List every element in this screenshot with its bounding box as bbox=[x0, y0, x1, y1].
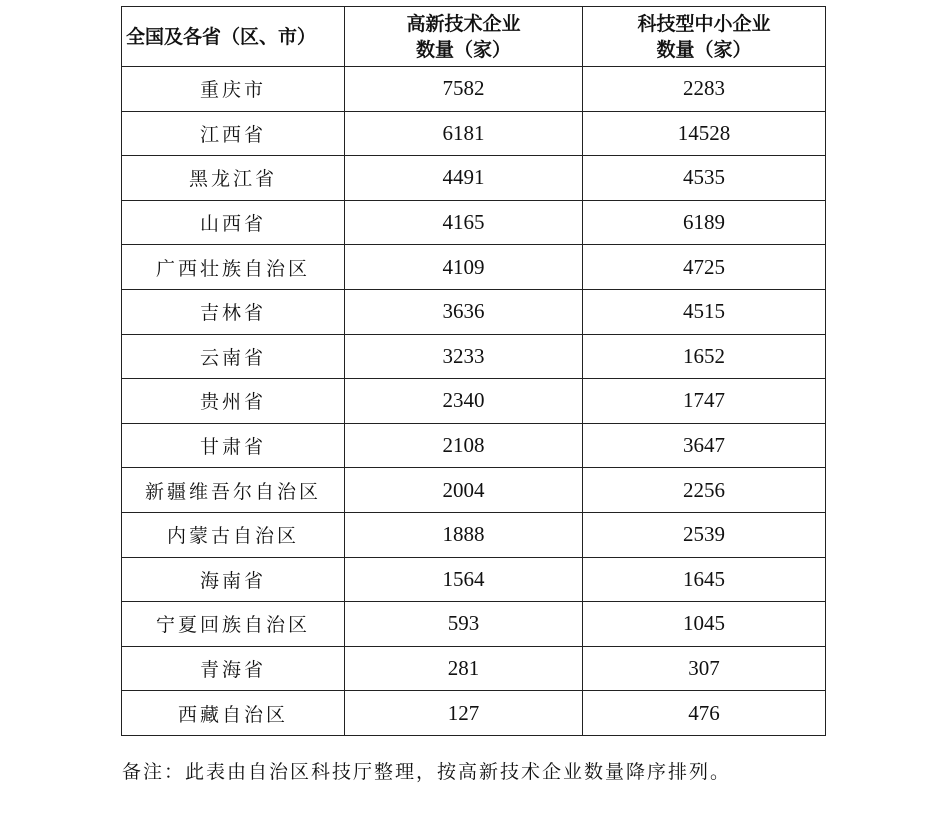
sme-count-cell: 307 bbox=[583, 646, 826, 691]
table-row bbox=[122, 200, 826, 245]
table-row bbox=[122, 468, 826, 513]
hightech-count-cell: 2108 bbox=[345, 423, 583, 468]
sme-count-cell: 1652 bbox=[583, 334, 826, 379]
region-cell: 黑龙江省 bbox=[122, 156, 345, 201]
region-cell: 海南省 bbox=[122, 557, 345, 602]
header-sme-line1: 科技型中小企业 bbox=[637, 12, 771, 35]
region-cell: 甘肃省 bbox=[122, 423, 345, 468]
header-hightech-count bbox=[345, 7, 583, 67]
region-cell: 新疆维吾尔自治区 bbox=[122, 468, 345, 513]
hightech-count-cell: 127 bbox=[345, 691, 583, 736]
sme-count-cell: 2539 bbox=[583, 512, 826, 557]
table-row bbox=[122, 379, 826, 424]
table-row bbox=[122, 289, 826, 334]
table-row bbox=[122, 646, 826, 691]
table-row bbox=[122, 334, 826, 379]
sme-count-cell: 4725 bbox=[583, 245, 826, 290]
hightech-count-cell: 3636 bbox=[345, 289, 583, 334]
header-region: 全国及各省（区、市） bbox=[122, 7, 345, 67]
table-row bbox=[122, 512, 826, 557]
hightech-count-cell: 7582 bbox=[345, 67, 583, 112]
sme-count-cell: 1645 bbox=[583, 557, 826, 602]
header-hightech-line1: 高新技术企业 bbox=[406, 12, 521, 35]
table-row bbox=[122, 67, 826, 112]
sme-count-cell: 14528 bbox=[583, 111, 826, 156]
hightech-count-cell: 1888 bbox=[345, 512, 583, 557]
table-row bbox=[122, 111, 826, 156]
sme-count-cell: 4535 bbox=[583, 156, 826, 201]
header-sme-count bbox=[583, 7, 826, 67]
table-row bbox=[122, 245, 826, 290]
table-row bbox=[122, 156, 826, 201]
sme-count-cell: 6189 bbox=[583, 200, 826, 245]
hightech-count-cell: 593 bbox=[345, 602, 583, 647]
table-row bbox=[122, 557, 826, 602]
hightech-count-cell: 4491 bbox=[345, 156, 583, 201]
region-cell: 吉林省 bbox=[122, 289, 345, 334]
table-row bbox=[122, 423, 826, 468]
region-cell: 山西省 bbox=[122, 200, 345, 245]
region-cell: 江西省 bbox=[122, 111, 345, 156]
header-hightech-line2: 数量（家） bbox=[415, 38, 511, 61]
hightech-count-cell: 4165 bbox=[345, 200, 583, 245]
sme-count-cell: 2256 bbox=[583, 468, 826, 513]
region-cell: 宁夏回族自治区 bbox=[122, 602, 345, 647]
sme-count-cell: 476 bbox=[583, 691, 826, 736]
region-cell: 贵州省 bbox=[122, 379, 345, 424]
table-row bbox=[122, 602, 826, 647]
table-footnote: 备注：此表由自治区科技厅整理，按高新技术企业数量降序排列。 bbox=[122, 761, 732, 783]
hightech-count-cell: 2004 bbox=[345, 468, 583, 513]
hightech-count-cell: 6181 bbox=[345, 111, 583, 156]
sme-count-cell: 4515 bbox=[583, 289, 826, 334]
hightech-count-cell: 4109 bbox=[345, 245, 583, 290]
region-cell: 云南省 bbox=[122, 334, 345, 379]
sme-count-cell: 2283 bbox=[583, 67, 826, 112]
region-cell: 内蒙古自治区 bbox=[122, 512, 345, 557]
sme-count-cell: 1747 bbox=[583, 379, 826, 424]
hightech-count-cell: 1564 bbox=[345, 557, 583, 602]
region-cell: 青海省 bbox=[122, 646, 345, 691]
hightech-count-cell: 2340 bbox=[345, 379, 583, 424]
table-header-row bbox=[122, 7, 826, 67]
hightech-count-cell: 281 bbox=[345, 646, 583, 691]
region-cell: 广西壮族自治区 bbox=[122, 245, 345, 290]
enterprise-count-table bbox=[121, 6, 826, 736]
hightech-count-cell: 3233 bbox=[345, 334, 583, 379]
sme-count-cell: 1045 bbox=[583, 602, 826, 647]
sme-count-cell: 3647 bbox=[583, 423, 826, 468]
region-cell: 重庆市 bbox=[122, 67, 345, 112]
header-sme-line2: 数量（家） bbox=[656, 38, 752, 61]
region-cell: 西藏自治区 bbox=[122, 691, 345, 736]
table-row bbox=[122, 691, 826, 736]
